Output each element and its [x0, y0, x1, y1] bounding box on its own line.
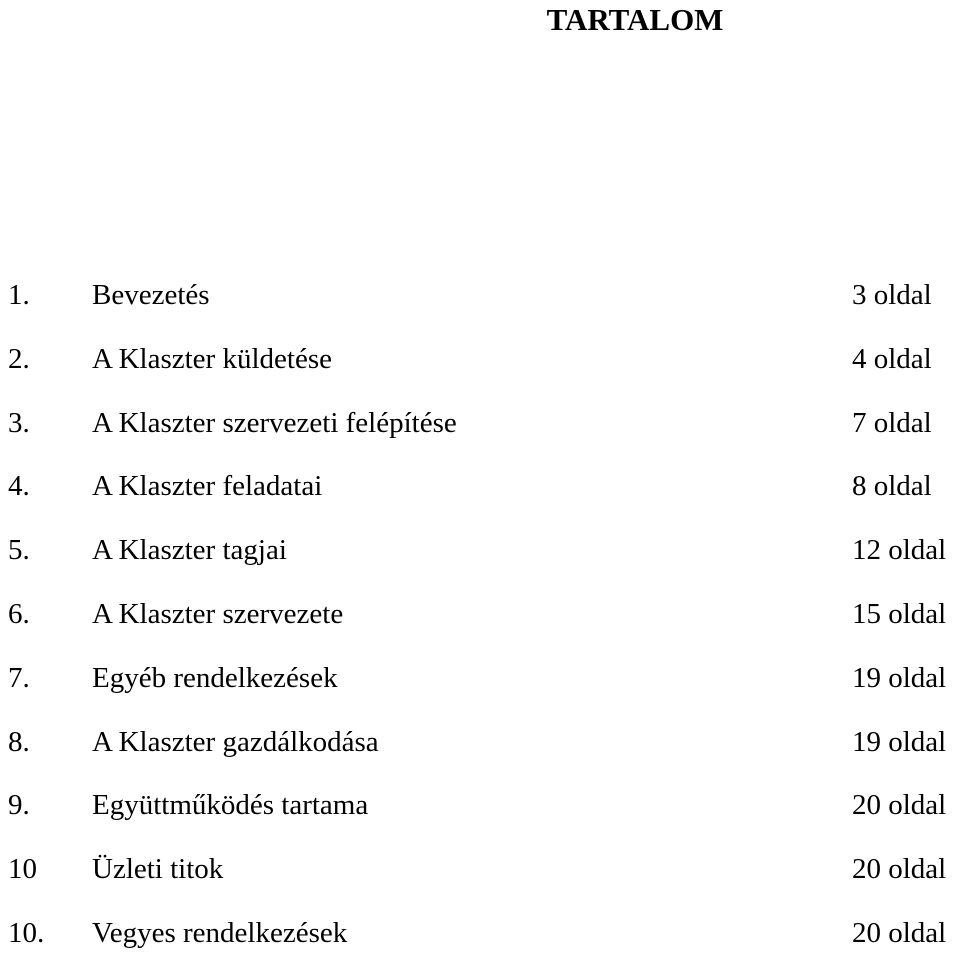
toc-entry[interactable]: [0, 786, 960, 850]
toc-entry[interactable]: [0, 850, 960, 914]
toc-entry-page: 3 oldal: [852, 279, 932, 311]
toc-entry[interactable]: [0, 914, 960, 978]
toc-entry-number: 5.: [8, 534, 30, 567]
toc-entry[interactable]: [0, 723, 960, 787]
toc-entry-page: 15 oldal: [852, 597, 947, 630]
toc-entry-page: 19 oldal: [852, 725, 947, 758]
toc-entry-title: A Klaszter gazdálkodása: [92, 725, 379, 758]
toc-entry-page: 8 oldal: [852, 470, 932, 503]
toc-entry-number: 4.: [8, 470, 30, 503]
toc-entry-number: 10.: [8, 916, 45, 949]
page-title: TARTALOM: [546, 2, 724, 37]
toc-entry-number: 8.: [8, 725, 30, 758]
toc-entry-number: 1.: [8, 279, 30, 311]
toc-entry-title: A Klaszter küldetése: [92, 342, 332, 375]
toc-entry-number: 2.: [8, 342, 30, 375]
toc-entry-page: 4 oldal: [852, 342, 932, 375]
toc-entry-number: 10: [8, 853, 37, 886]
toc-entry-page: 12 oldal: [852, 534, 947, 567]
toc-entry-page: 20 oldal: [852, 916, 947, 949]
toc-entry-title: Vegyes rendelkezések: [92, 916, 348, 949]
toc-entry-title: A Klaszter szervezeti felépítése: [92, 406, 457, 439]
toc-entry-title: A Klaszter szervezete: [92, 597, 344, 630]
toc-entry[interactable]: [0, 659, 960, 723]
toc-entry-page: 20 oldal: [852, 789, 947, 822]
toc-entry-title: A Klaszter feladatai: [92, 470, 323, 503]
toc-entry-title: A Klaszter tagjai: [92, 534, 287, 567]
toc-entry-page: 7 oldal: [852, 406, 932, 439]
toc-entry[interactable]: [0, 467, 960, 531]
toc-entry-number: 6.: [8, 597, 30, 630]
table-of-contents: [0, 276, 960, 978]
toc-entry-number: 9.: [8, 789, 30, 822]
toc-entry-page: 19 oldal: [852, 661, 947, 694]
toc-entry-number: 3.: [8, 406, 30, 439]
toc-entry-title: Együttműködés tartama: [92, 789, 369, 822]
toc-entry-title: Bevezetés: [92, 279, 210, 311]
toc-entry[interactable]: [0, 595, 960, 659]
toc-entry[interactable]: [0, 531, 960, 595]
toc-entry[interactable]: [0, 340, 960, 404]
toc-entry-title: Üzleti titok: [92, 853, 224, 886]
toc-entry-number: 7.: [8, 661, 30, 694]
toc-entry-title: Egyéb rendelkezések: [92, 661, 338, 694]
toc-entry-page: 20 oldal: [852, 853, 947, 886]
toc-entry[interactable]: [0, 276, 960, 340]
toc-entry[interactable]: [0, 404, 960, 468]
